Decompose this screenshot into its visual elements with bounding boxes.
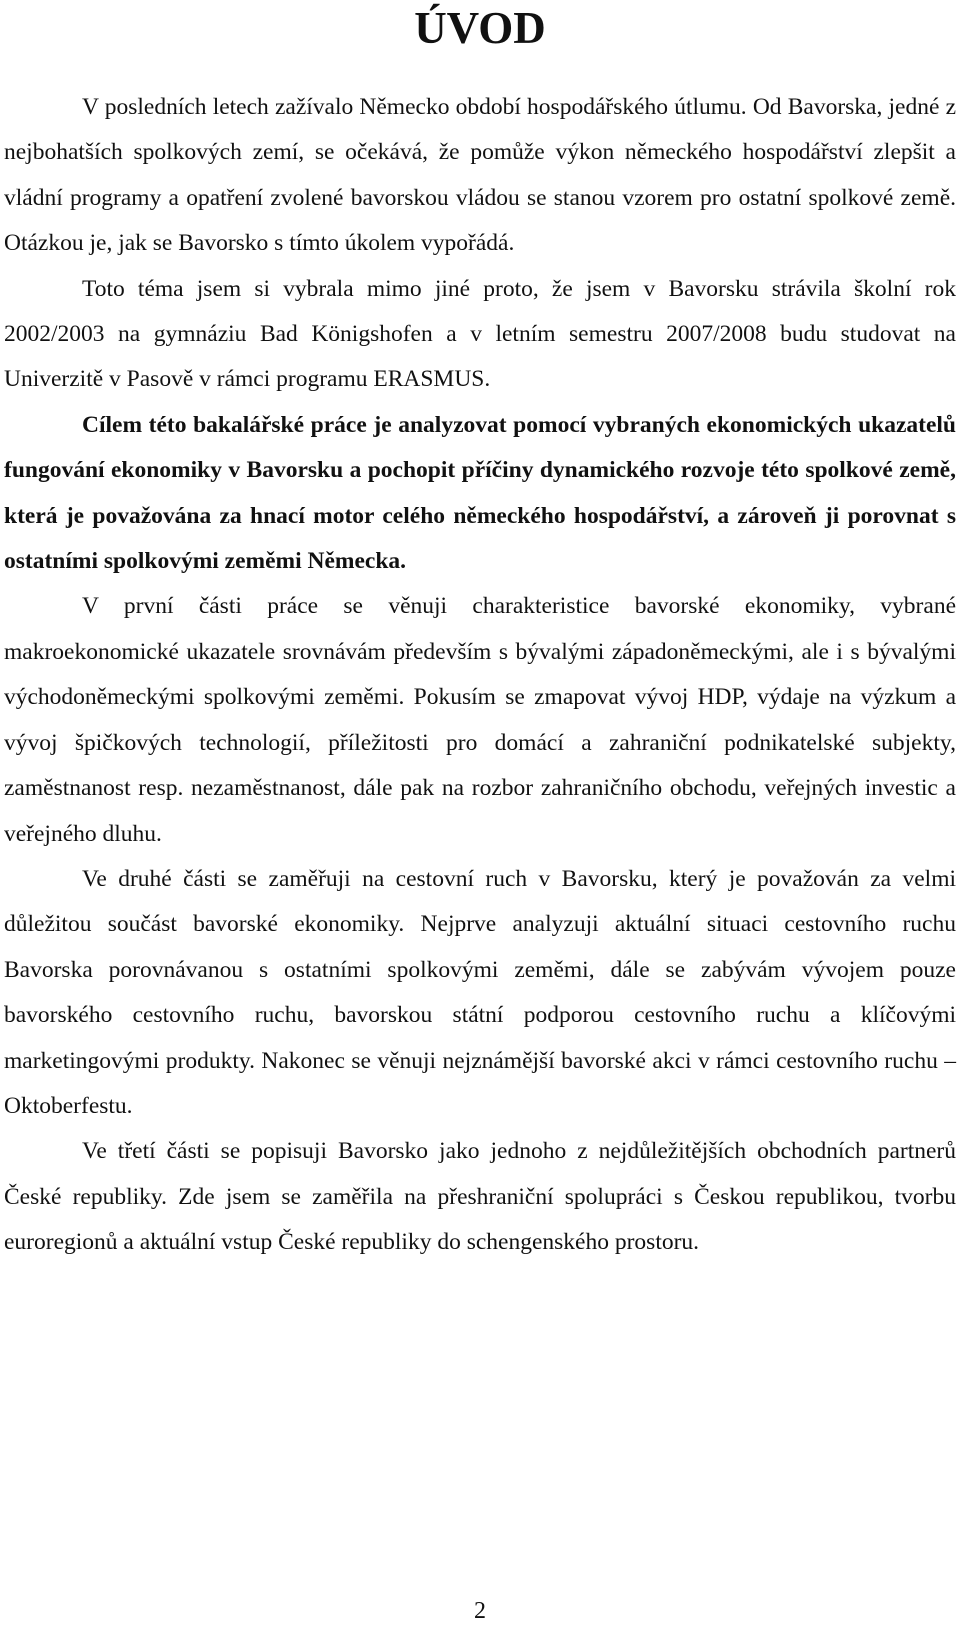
paragraph-part-two: Ve druhé části se zaměřuji na cestovní ruch v Bavorsku, který je považován za velmi důležitou součást bavorské ekonomiky. Nejprve analyzuji aktuální situaci cestovního ruchu Bavorska porovnávanou s ostatními spolkovými zeměmi, dále se zabývám vývojem pouze bavorského cestovního ruchu, bavorskou státní podporou cestovního ruchu a klíčovými marketingovými produkty. Nakonec se věnuji nejznámější bavorské akci v rámci cestovního ruchu – Oktoberfestu. (4, 865, 956, 1119)
paragraph-part-one: V první části práce se věnuji charakteristice bavorské ekonomiky, vybrané makroekonomické ukazatele srovnávám především s bývalými západoněmeckými, ale i s bývalými východoněmeckými spolkovými zeměmi. Pokusím se zmapovat vývoj HDP, výdaje na výzkum a vývoj špičkových technologií, příležitosti pro domácí a zahraniční podnikatelské subjekty, zaměstnanost resp. nezaměstnanost, dále pak na rozbor zahraničního obchodu, veřejných investic a veřejného dluhu. (4, 593, 956, 847)
paragraph-part-three: Ve třetí části se popisuji Bavorsko jako jednoho z nejdůležitějších obchodních partnerů České republiky. Zde jsem se zaměřila na přeshraniční spolupráci s Českou republikou, tvorbu euroregionů a aktuální vstup České republiky do schengenského prostoru. (4, 1138, 956, 1256)
page-number: 2 (474, 1598, 486, 1624)
page-title: ÚVOD (414, 3, 546, 53)
paragraph-thesis-goal: Cílem této bakalářské práce je analyzovat pomocí vybraných ekonomických ukazatelů fungování ekonomiky v Bavorsku a pochopit příčiny dynamického rozvoje této spolkové země, která je považována za hnací motor celého německého hospodářství, a zároveň ji porovnat s ostatními spolkovými zeměmi Německa. (4, 411, 956, 575)
paragraph-topic-choice: Toto téma jsem si vybrala mimo jiné proto, že jsem v Bavorsku strávila školní rok 2002/2003 na gymnáziu Bad Königshofen a v letním semestru 2007/2008 budu studovat na Univerzitě v Pasově v rámci programu ERASMUS. (4, 275, 956, 393)
document-body (4, 85, 956, 1266)
paragraph-intro: V posledních letech zažívalo Německo období hospodářského útlumu. Od Bavorska, jedné z nejbohatších spolkových zemí, se očekává, že pomůže výkon německého hospodářství zlepšit a vládní programy a opatření zvolené bavorskou vládou se stanou vzorem pro ostatní spolkové země. Otázkou je, jak se Bavorsko s tímto úkolem vypořádá. (4, 94, 956, 257)
